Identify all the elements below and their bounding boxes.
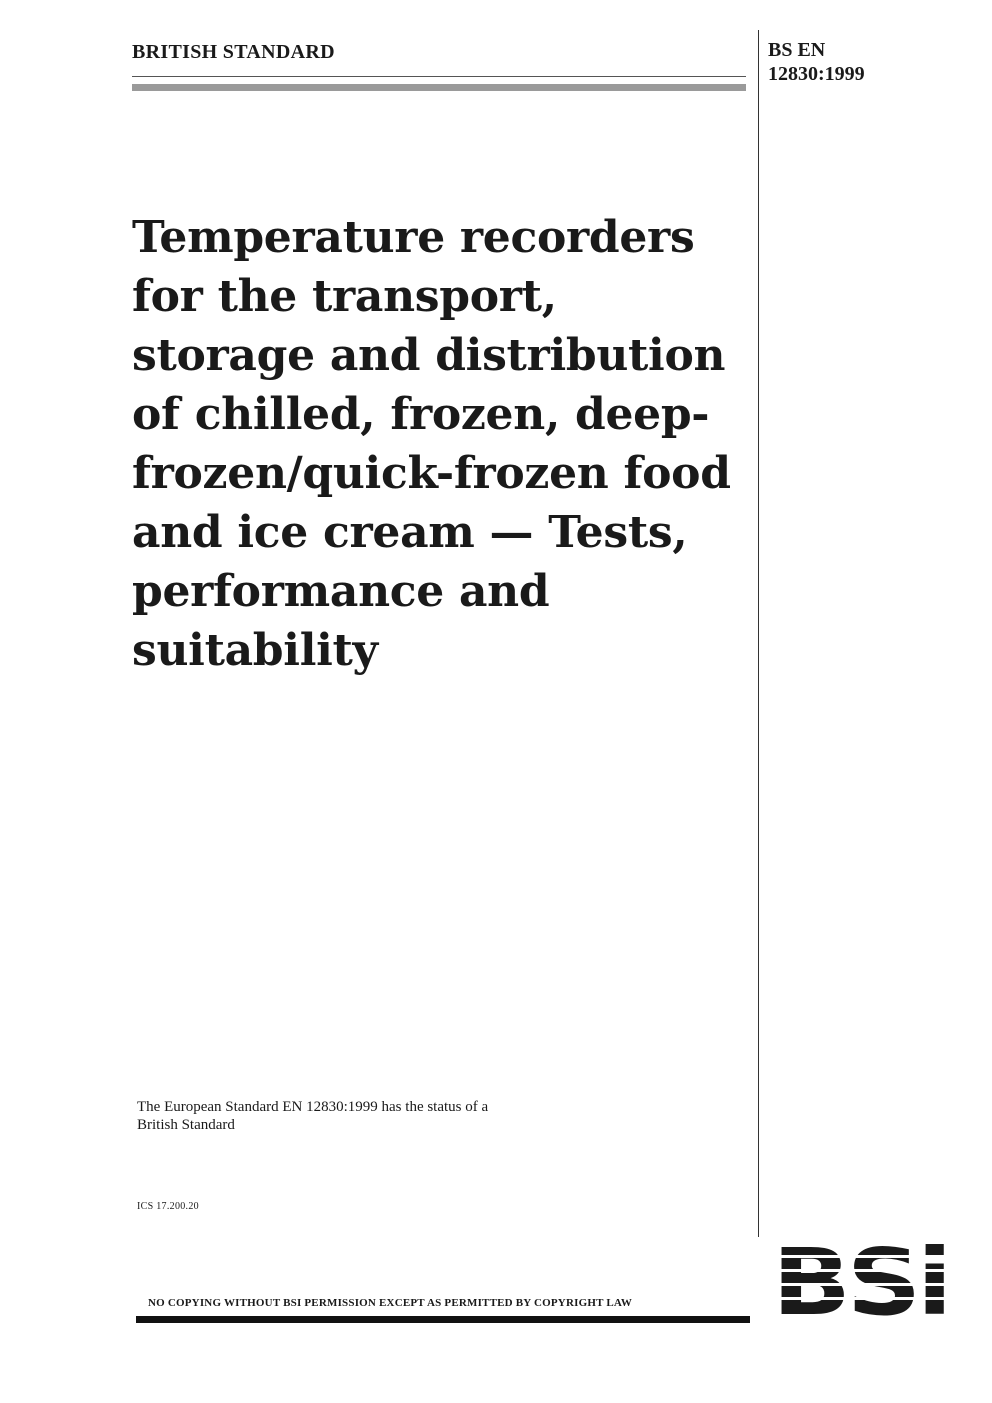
header-thin-rule bbox=[132, 76, 746, 77]
title-line: for the transport, bbox=[132, 271, 557, 322]
title-line: Temperature recorders bbox=[132, 212, 695, 263]
status-note bbox=[137, 1098, 577, 1134]
document-number-line2: 12830:1999 bbox=[768, 63, 865, 85]
status-note-line1: The European Standard EN 12830:1999 has the status of a bbox=[137, 1099, 489, 1115]
title-line: performance and bbox=[132, 566, 550, 617]
title-line: suitability bbox=[132, 625, 378, 676]
ics-code: ICS 17.200.20 bbox=[137, 1201, 199, 1212]
title-line: storage and distribution bbox=[132, 330, 726, 381]
title-line: frozen/quick-frozen food bbox=[132, 448, 731, 499]
bsi-logo-icon bbox=[770, 1240, 950, 1324]
document-number bbox=[768, 38, 865, 86]
status-note-line2: British Standard bbox=[137, 1117, 235, 1133]
title-line: and ice cream — Tests, bbox=[132, 507, 688, 558]
document-title bbox=[132, 208, 742, 680]
vertical-divider bbox=[758, 30, 759, 1237]
header-thick-rule bbox=[132, 84, 746, 91]
footer-rule bbox=[136, 1316, 750, 1323]
title-line: of chilled, frozen, deep- bbox=[132, 389, 710, 440]
copyright-notice: NO COPYING WITHOUT BSI PERMISSION EXCEPT AS PERMITTED BY COPYRIGHT LAW bbox=[148, 1297, 633, 1309]
standard-type-label: BRITISH STANDARD bbox=[132, 41, 335, 63]
document-number-line1: BS EN bbox=[768, 39, 826, 61]
